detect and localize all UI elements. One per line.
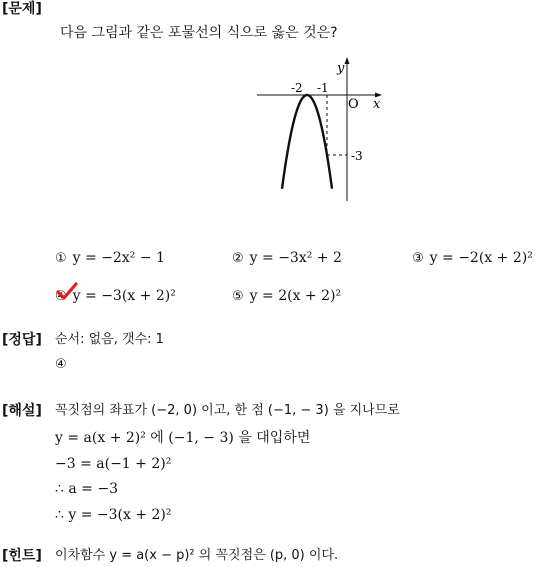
answer-line-2: ④	[55, 357, 67, 372]
choice-number: ⑤	[232, 289, 244, 304]
choice-text: y = −3(x + 2)²	[72, 288, 176, 304]
choice-2[interactable]	[232, 249, 342, 268]
problem-question: 다음 그림과 같은 포물선의 식으로 옳은 것은?	[60, 25, 338, 41]
explanation-line: 꼭짓점의 좌표가 (−2, 0) 이고, 한 점 (−1, − 3) 을 지나므로	[55, 403, 400, 418]
choice-text: y = −2x² − 1	[72, 250, 165, 266]
origin-label: O	[348, 97, 359, 112]
y-tick-label: -3	[351, 149, 363, 163]
y-axis-label: y	[337, 61, 345, 76]
y-axis-arrow	[345, 57, 350, 64]
x-axis-label: x	[373, 97, 381, 112]
choice-number: ②	[232, 251, 244, 266]
choice-number: ③	[412, 251, 424, 266]
explanation-line: −3 = a(−1 + 2)²	[55, 456, 172, 472]
explanation-line: ∴ y = −3(x + 2)²	[55, 507, 172, 523]
x-tick-label: -1	[317, 81, 329, 95]
hint-text: 이차함수 y = a(x − p)² 의 꼭짓점은 (p, 0) 이다.	[55, 548, 339, 563]
hint-tag: [힌트]	[2, 548, 42, 564]
choice-text: y = −2(x + 2)²	[429, 250, 533, 266]
parabola-curve	[282, 95, 332, 189]
answer-tag: [정답]	[2, 332, 42, 348]
choice-text: y = −3x² + 2	[249, 250, 342, 266]
explanation-line: y = a(x + 2)² 에 (−1, − 3) 을 대입하면	[55, 430, 311, 446]
answer-line-1: 순서: 없음, 갯수: 1	[55, 332, 164, 347]
explanation-line: ∴ a = −3	[55, 481, 118, 497]
choice-number: ④	[55, 289, 67, 304]
choice-1[interactable]	[55, 249, 165, 268]
choice-text: y = 2(x + 2)²	[249, 288, 342, 304]
choice-number: ①	[55, 251, 67, 266]
checkmark-icon	[56, 282, 78, 302]
parabola-graph	[255, 55, 385, 205]
x-tick-label: -2	[291, 81, 303, 95]
choice-5[interactable]	[232, 287, 341, 306]
problem-tag: [문제]	[2, 1, 42, 17]
explanation-tag: [해설]	[2, 403, 42, 419]
choice-3[interactable]	[412, 249, 533, 268]
